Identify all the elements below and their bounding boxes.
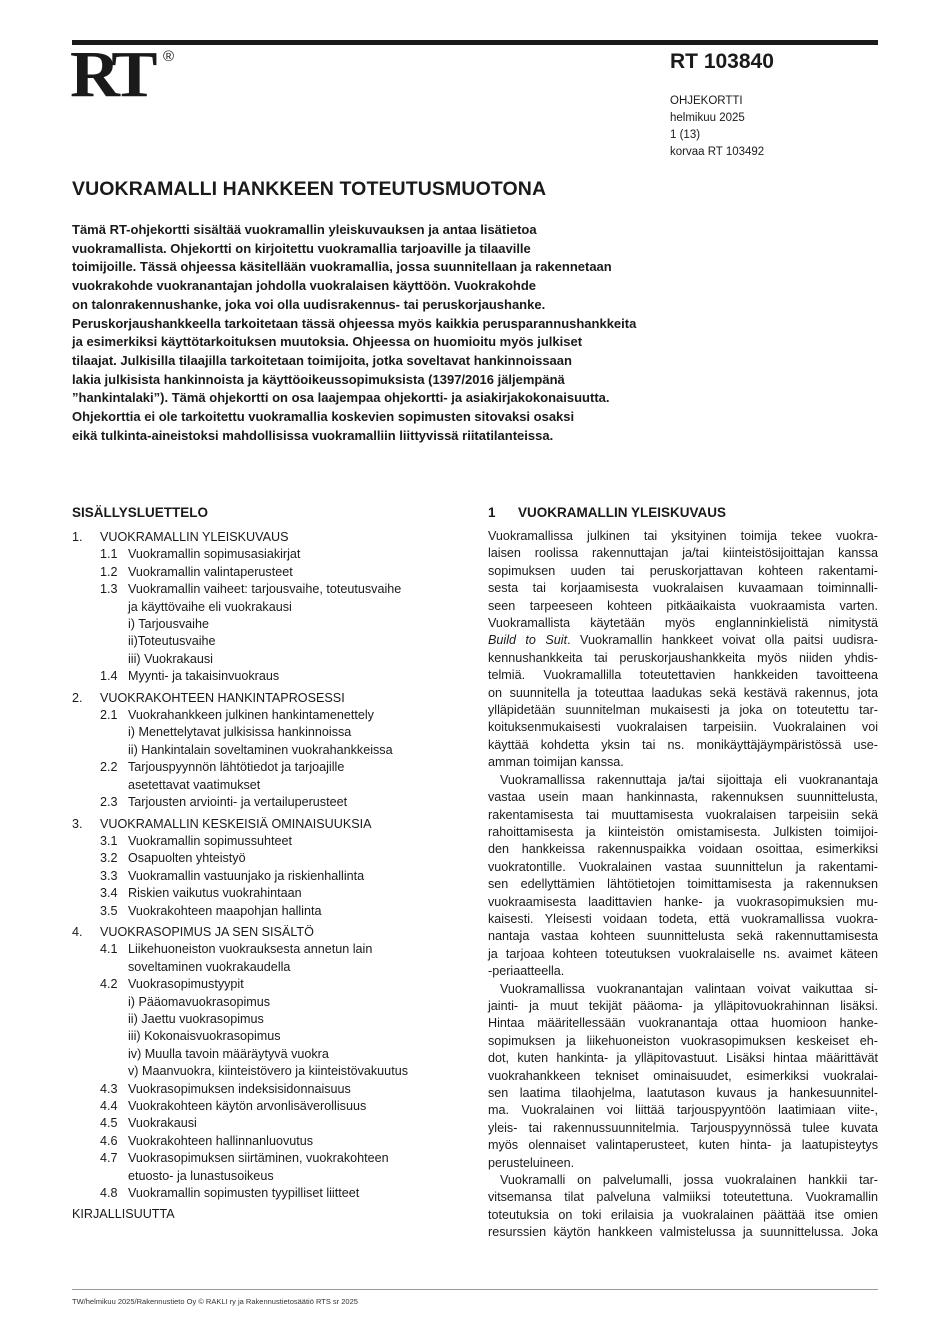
- toc-item[interactable]: [72, 794, 462, 811]
- toc-item[interactable]: [72, 690, 462, 707]
- toc-item-number: 2.: [72, 690, 83, 705]
- toc-item-number: 1.4: [100, 669, 118, 684]
- intro-line: vuokramallista. Ohjekortti on kirjoitettu vuokramallia tarjoaville ja tilaaville: [72, 240, 531, 256]
- toc-item-number: 2.2: [100, 760, 118, 775]
- toc-item-text: etuosto- ja lunastusoikeus: [128, 1168, 274, 1183]
- toc-item[interactable]: [72, 546, 462, 563]
- body-text-line: jainti- ja muut tekijät pääoma- ja ylläpitovuokrahinnan lisäksi.: [488, 998, 878, 1013]
- toc-item-text: Vuokramallin vastuunjako ja riskienhallinta: [128, 868, 365, 883]
- toc-item-number: 3.5: [100, 903, 118, 918]
- body-text-line: sen edellyttämien lähtötietojen toimittamisesta ja rakennuksen: [488, 877, 878, 892]
- toc-item[interactable]: [72, 850, 462, 867]
- toc-item-text: Vuokrakohteen käytön arvonlisäverollisuus: [128, 1099, 367, 1113]
- toc-item-text: ii)Toteutusvaihe: [128, 634, 216, 649]
- toc-item-text: iii) Kokonaisvuokrasopimus: [128, 1029, 281, 1044]
- toc-item-text: i) Menettelytavat julkisissa hankinnoissa: [128, 725, 352, 740]
- toc-item-number: 3.1: [100, 833, 118, 848]
- body-text-line: seen tarpeeseen kohteen pitkäaikaista vuokraamista varten.: [488, 598, 878, 613]
- body-text-line: sopimuksen ja liikehuoneiston vuokrasopimuksen keskeiset eh-: [488, 1033, 878, 1048]
- toc-item[interactable]: [72, 633, 462, 650]
- body-text-line: rakentamisesta tai muuttamisesta vuokralaisen tarpeisiin sekä: [488, 807, 878, 822]
- toc-item[interactable]: [72, 994, 462, 1011]
- toc-item[interactable]: [72, 903, 462, 920]
- toc-item-text: iii) Vuokrakausi: [128, 651, 213, 666]
- intro-line: tilaajat. Julkisilla tilaajilla tarkoitetaan toimijoita, jotka soveltavat hankinnoissaan: [72, 352, 572, 368]
- section-1: [488, 505, 878, 1242]
- intro-line: Tämä RT-ohjekortti sisältää vuokramallin yleiskuvauksen ja antaa lisätietoa: [72, 222, 537, 237]
- body-text-line: amman toimijan kanssa.: [488, 755, 624, 770]
- toc-item-text: v) Maanvuokra, kiinteistövero ja kiinteistövakuutus: [128, 1064, 408, 1079]
- toc-item[interactable]: [72, 885, 462, 902]
- toc-item-text: Tarjouspyynnön lähtötiedot ja tarjoajille: [128, 760, 345, 775]
- intro-line: vuokrakohde vuokranantajan johdolla vuokralaisen käyttöön. Vuokrakohde: [72, 278, 537, 294]
- toc-item-text: Vuokrakausi: [128, 1116, 197, 1131]
- body-text-line: sen laatima tilaohjelma, laatutason kuvaus ja hankesuunnitel-: [488, 1086, 878, 1100]
- section-title: VUOKRAMALLIN YLEISKUVAUS: [518, 505, 727, 520]
- toc-item-number: 1.: [72, 530, 83, 544]
- body-text-line: vastaa usein maan hankinnasta, rakennuksen suunnittelusta,: [488, 790, 878, 805]
- toc-item[interactable]: [72, 742, 462, 759]
- body-text-line: myös olennaiset valintaperusteet, kuten hinta- ja laatupisteytys: [488, 1138, 878, 1153]
- toc-item-text: Vuokrakohteen hallinnanluovutus: [128, 1133, 314, 1148]
- toc-item-text: ii) Jaettu vuokrasopimus: [128, 1011, 264, 1026]
- body-text-line: [488, 632, 878, 649]
- toc-item-number: 1.2: [100, 564, 118, 579]
- toc-item[interactable]: [72, 1115, 462, 1132]
- toc-item[interactable]: [72, 529, 462, 546]
- toc-item-text: soveltaminen vuokrakaudella: [128, 959, 291, 974]
- toc-item-text: VUOKRAKOHTEEN HANKINTAPROSESSI: [100, 690, 345, 705]
- toc-item[interactable]: [72, 1133, 462, 1150]
- body-text-line: vitsemansa tilat palveluna valmiiksi toteutettuna. Vuokramallin: [488, 1190, 878, 1205]
- toc-item[interactable]: [72, 777, 462, 794]
- toc-item-text: Vuokramallin valintaperusteet: [128, 564, 293, 579]
- doc-type: OHJEKORTTI: [670, 95, 743, 107]
- toc-item[interactable]: [72, 724, 462, 741]
- body-text-line: sesta tai korjaamisesta vuokralaisen kuvaamaan toiminnalli-: [488, 581, 878, 596]
- toc-item-text: Vuokramallin vaiheet: tarjousvaihe, toteutusvaihe: [128, 582, 402, 597]
- toc-item[interactable]: [72, 581, 462, 598]
- body-text-line: sopimuksen uuden tai peruskorjattavan kohteen rakentami-: [488, 563, 878, 578]
- page-title: VUOKRAMALLI HANKKEEN TOTEUTUSMUOTONA: [72, 178, 547, 200]
- toc-item[interactable]: [72, 959, 462, 976]
- toc-item[interactable]: [72, 1185, 462, 1202]
- toc-item[interactable]: [72, 941, 462, 958]
- intro-line: Ohjekorttia ei ole tarkoitettu vuokramallia koskevien sopimusten sitovaksi osaksi: [72, 409, 575, 425]
- intro-line: lakia julkisista hankinnoista ja käyttöoikeussopimuksista (1397/2016 jäljempänä: [72, 371, 565, 387]
- body-text-line: nantaja vastaa kohteen suunnittelusta sekä rakennuttamisesta: [488, 929, 878, 944]
- body-text-line: Vuokramallissa vuokranantajan valintaan voivat vaikuttaa si-: [500, 981, 878, 996]
- toc-item-text: Vuokrakohteen maapohjan hallinta: [128, 903, 322, 918]
- intro-line: ja esimerkiksi käyttötarkoituksen muutoksia. Ohjeessa on huomioitu myös julkiset: [72, 334, 583, 350]
- body-text-line: Vuokramallista käytetään myös englanninkielistä nimitystä: [488, 616, 878, 631]
- toc-item-text: VUOKRAMALLIN KESKEISIÄ OMINAISUUKSIA: [100, 816, 372, 831]
- toc-item[interactable]: [72, 1063, 462, 1080]
- body-text-line: telmiä. Vuokramallilla toteutettavien hankkeiden tavoitteena: [488, 668, 878, 683]
- toc-item[interactable]: [72, 1081, 462, 1098]
- toc-item-text: Vuokrasopimustyypit: [128, 977, 244, 992]
- section-heading: [488, 505, 878, 520]
- toc-item-text: Liikehuoneiston vuokrauksesta annetun lain: [128, 942, 373, 957]
- section-body: [488, 528, 878, 1242]
- toc-item[interactable]: [72, 1046, 462, 1063]
- doc-date: helmikuu 2025: [670, 112, 745, 124]
- replaces: korvaa RT 103492: [670, 146, 765, 158]
- toc-item-number: 3.: [72, 816, 83, 831]
- toc-item-text: Vuokramallin sopimussuhteet: [128, 833, 293, 848]
- toc-item-text: i) Tarjousvaihe: [128, 617, 209, 632]
- toc-item-number: 4.4: [100, 1099, 118, 1113]
- intro-line: toimijoille. Tässä ohjeessa käsitellään vuokramallia, jossa suunnitellaan ja rakennetaan: [72, 259, 612, 275]
- body-text-line: Hintaa määritellessään vuokranantaja ottaa huomioon hanke-: [488, 1016, 878, 1031]
- toc-item-text: Vuokrahankkeen julkinen hankintamenettely: [128, 708, 374, 723]
- toc-item-text: ja käyttövaihe eli vuokrakausi: [128, 599, 292, 614]
- toc-item-number: 3.4: [100, 886, 118, 901]
- intro-paragraph: [72, 221, 682, 445]
- body-text-line: perusteluineen.: [488, 1155, 575, 1170]
- body-text-line: rahoittamisesta ja kiinteistön omistamisesta. Julkisten toimijoi-: [488, 824, 878, 839]
- table-of-contents: [72, 505, 462, 1224]
- body-text-line: vuokraamisesta laadittavien hanke- ja vuokrasopimuksien mu-: [488, 894, 878, 909]
- toc-item-text: Tarjousten arviointi- ja vertailuperusteet: [128, 795, 348, 810]
- toc-title: SISÄLLYSLUETTELO: [72, 505, 209, 520]
- intro-line: Peruskorjaushankkeella tarkoitetaan tässä ohjeessa myös kaikkia perusparannushankkeita: [72, 315, 637, 331]
- document-number: RT 103840: [670, 50, 774, 73]
- intro-line: eikä tulkinta-aineistoksi mahdollisissa vuokramalliin liittyvissä riitatilanteissa.: [72, 427, 554, 443]
- footer-rule: [72, 1289, 878, 1290]
- toc-item-text: Vuokrasopimuksen indeksisidonnaisuus: [128, 1081, 351, 1096]
- body-text-line: vuokrahankkeen tekniset ominaisuudet, esimerkiksi vuokralai-: [488, 1068, 878, 1083]
- intro-line: ”hankintalaki”). Tämä ohjekortti on osa laajempaa ohjekortti- ja asiakirjakokonaisuutta.: [72, 390, 610, 406]
- section-number: 1: [488, 505, 496, 520]
- toc-item[interactable]: [72, 1168, 462, 1185]
- footer-copyright: TW/helmikuu 2025/Rakennustieto Oy © RAKLI ry ja Rakennustietosäätiö RTS sr 2025: [72, 1297, 358, 1306]
- page-number: 1 (13): [670, 129, 701, 141]
- body-text-line: laisen roolissa rakennuttajan ja/tai kiinteistösijoittajan kanssa: [488, 546, 878, 561]
- toc-item-text: i) Pääomavuokrasopimus: [128, 994, 271, 1009]
- body-text: . Vuokramallin hankkeet voivat olla paitsi uudisra-: [567, 633, 878, 648]
- toc-item-number: 4.: [72, 924, 83, 939]
- toc-item-text: ii) Hankintalain soveltaminen vuokrahankkeissa: [128, 742, 393, 757]
- toc-item-number: 1.1: [100, 547, 118, 562]
- toc-item[interactable]: [72, 976, 462, 993]
- toc-item-number: 2.1: [100, 708, 118, 723]
- body-text-line: Vuokramallissa rakennuttaja ja/tai sijoittaja eli vuokranantaja: [500, 772, 878, 787]
- registered-mark: ®: [163, 48, 175, 65]
- toc-item[interactable]: [72, 816, 462, 833]
- toc-item-text: iv) Muulla tavoin määräytyvä vuokra: [128, 1046, 329, 1061]
- toc-item-text: VUOKRASOPIMUS JA SEN SISÄLTÖ: [100, 924, 314, 939]
- toc-item-number: 4.1: [100, 942, 118, 957]
- body-text-line: ma. Vuokralainen voi liittää tarjouspyyntöön laatimiaan viite-,: [488, 1103, 878, 1118]
- body-text-line: ylläpidetään suunnitelman mukaisesti ja joka on toteutettu tar-: [488, 703, 878, 718]
- toc-item-number: 3.2: [100, 851, 118, 866]
- toc-item[interactable]: [72, 1098, 462, 1115]
- toc-item-number: 4.2: [100, 977, 118, 992]
- body-text-line: käyttää kohdetta yksin tai ns. monikäyttäjäympäristössä use-: [488, 737, 878, 752]
- toc-item-number: 1.3: [100, 582, 118, 597]
- body-text-line: kaisesti. Yleisesti voidaan todeta, että vuokramallissa vuokra-: [488, 911, 878, 926]
- body-text-line: -periaatteella.: [488, 964, 565, 979]
- toc-item[interactable]: [72, 668, 462, 685]
- toc-item[interactable]: [72, 833, 462, 850]
- rt-logo: RT: [70, 38, 152, 111]
- toc-item[interactable]: [72, 651, 462, 668]
- toc-list: [72, 529, 462, 1202]
- toc-item-text: Vuokramallin sopimusten tyypilliset liitteet: [128, 1186, 360, 1201]
- toc-item-number: 4.7: [100, 1151, 118, 1166]
- toc-item-number: 4.6: [100, 1133, 118, 1148]
- toc-item-number: 3.3: [100, 868, 118, 883]
- toc-item-text: Vuokramallin sopimusasiakirjat: [128, 547, 301, 562]
- body-text-line: yleis- tai rakennussuunnitelmia. Tarjouspyynnössä tulee kuvata: [488, 1120, 878, 1135]
- toc-item[interactable]: [72, 924, 462, 941]
- toc-item[interactable]: [72, 1150, 462, 1167]
- toc-item-number: 4.3: [100, 1081, 118, 1096]
- header-rule: [72, 40, 878, 45]
- toc-item[interactable]: [72, 707, 462, 724]
- toc-item[interactable]: [72, 759, 462, 776]
- body-text-line: koituksenmukaisesti vuokralaisen tarpeisiin. Vuokralainen voi: [488, 720, 878, 735]
- toc-item[interactable]: [72, 868, 462, 885]
- toc-item[interactable]: [72, 1028, 462, 1045]
- body-text-line: den hankkeissa rakennuspaikka voidaan osoittaa, esimerkiksi: [488, 842, 878, 857]
- toc-item-references[interactable]: KIRJALLISUUTTA: [72, 1207, 175, 1222]
- body-text-line: resurssien käytön hankkeen valmistelussa ja suunnittelussa. Joka: [488, 1225, 878, 1240]
- toc-item-text: Myynti- ja takaisinvuokraus: [128, 669, 280, 684]
- toc-item-text: VUOKRAMALLIN YLEISKUVAUS: [100, 530, 289, 544]
- body-text-line: Vuokramalli on palvelumalli, jossa vuokralainen hankkii tar-: [500, 1173, 878, 1188]
- document-meta: [670, 93, 764, 161]
- toc-item-number: 4.5: [100, 1116, 118, 1131]
- toc-item[interactable]: [72, 564, 462, 581]
- body-text-line: dot, kuten hankinta- ja ylläpitovastuut. Lisäksi hintaa määrittävät: [488, 1051, 878, 1066]
- toc-item-number: 4.8: [100, 1186, 118, 1201]
- toc-item-number: 2.3: [100, 795, 118, 810]
- body-text-line: kennushankkeita tai peruskorjaushankkeita myös niiden yhdis-: [488, 650, 878, 665]
- body-text-line: on suunnitella ja toteuttaa laadukas sekä kestävä rakennus, jota: [488, 685, 878, 700]
- body-text-line: Vuokramallissa julkinen tai yksityinen toimija tekee vuokra-: [488, 529, 878, 543]
- toc-item-text: asetettavat vaatimukset: [128, 777, 261, 792]
- toc-item-text: Osapuolten yhteistyö: [128, 851, 246, 866]
- toc-item-text: Vuokrasopimuksen siirtäminen, vuokrakohteen: [128, 1151, 389, 1166]
- body-text-line: toteutuksia on toki erilaisia ja vuokralainen päättää itse omien: [488, 1207, 878, 1222]
- body-text-line: vuokratontille. Vuokralainen vastaa suunnittelun ja rakentami-: [488, 859, 878, 874]
- toc-item[interactable]: [72, 1011, 462, 1028]
- toc-item[interactable]: [72, 599, 462, 616]
- intro-line: on talonrakennushanke, joka voi olla uudisrakennus- tai peruskorjaushanke.: [72, 296, 546, 312]
- italic-term: Build to Suit: [488, 633, 568, 648]
- toc-item[interactable]: [72, 616, 462, 633]
- body-text-line: ja tarjoaa kohteen toteutuksen vuokralaiselle ns. avaimet käteen: [488, 946, 878, 961]
- toc-item-text: Riskien vaikutus vuokrahintaan: [128, 886, 302, 901]
